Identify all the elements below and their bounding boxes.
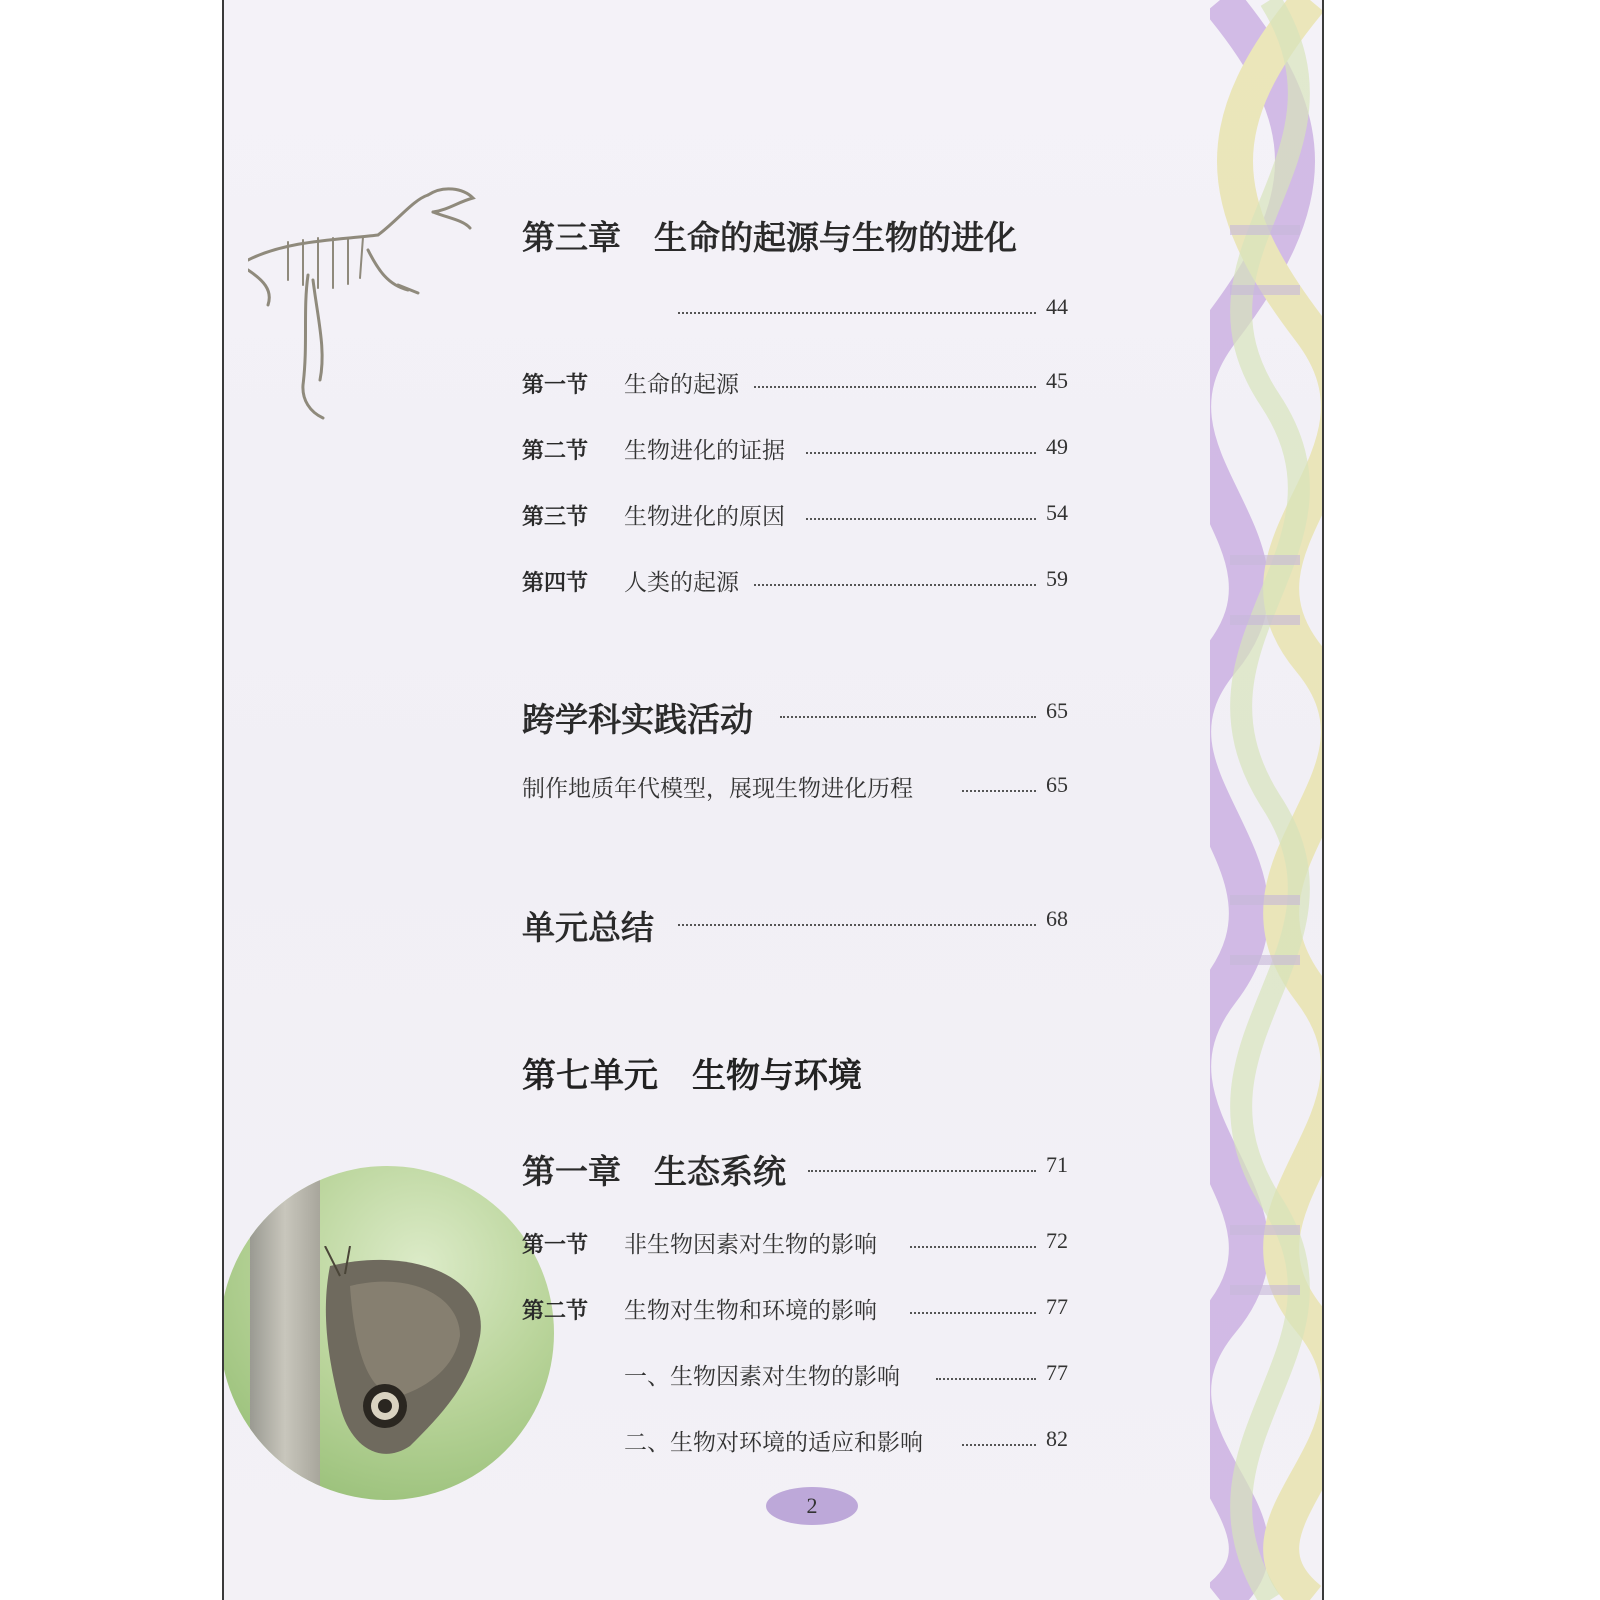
unit-7-title[interactable]: 第七单元 生物与环境 bbox=[522, 1056, 862, 1096]
subsection-page: 77 bbox=[1046, 1360, 1068, 1385]
unit-summary-page: 68 bbox=[1046, 906, 1068, 931]
practice-item-page: 65 bbox=[1046, 772, 1068, 797]
subsection-page: 82 bbox=[1046, 1426, 1068, 1451]
toc-leader bbox=[678, 312, 1036, 314]
toc-leader bbox=[808, 1170, 1036, 1172]
section-page: 49 bbox=[1046, 434, 1068, 459]
section-page: 59 bbox=[1046, 566, 1068, 591]
section-label: 第三节 bbox=[522, 505, 589, 530]
section-label: 第二节 bbox=[522, 439, 589, 464]
section-label: 第一节 bbox=[522, 1233, 589, 1258]
section-label: 第一节 bbox=[522, 373, 589, 398]
toc-leader bbox=[962, 790, 1036, 792]
toc-leader bbox=[806, 452, 1036, 454]
chapter-1-title[interactable]: 第一章 生态系统 bbox=[522, 1152, 786, 1191]
practice-activity-title[interactable]: 跨学科实践活动 bbox=[522, 700, 753, 739]
toc-leader bbox=[754, 386, 1036, 388]
section-title[interactable]: 生命的起源 bbox=[624, 372, 739, 398]
toc-leader bbox=[936, 1378, 1036, 1380]
page-number-badge: 2 bbox=[766, 1487, 858, 1525]
practice-item-title[interactable]: 制作地质年代模型，展现生物进化历程 bbox=[522, 776, 913, 802]
section-page: 54 bbox=[1046, 500, 1068, 525]
toc-leader bbox=[910, 1246, 1036, 1248]
toc-leader bbox=[678, 924, 1036, 926]
section-label: 第二节 bbox=[522, 1299, 589, 1324]
chapter-1-page: 71 bbox=[1046, 1152, 1068, 1177]
section-title[interactable]: 非生物因素对生物的影响 bbox=[624, 1232, 877, 1258]
subsection-title[interactable]: 二、生物对环境的适应和影响 bbox=[624, 1430, 923, 1456]
practice-activity-page: 65 bbox=[1046, 698, 1068, 723]
toc-leader bbox=[754, 584, 1036, 586]
section-page: 45 bbox=[1046, 368, 1068, 393]
section-title[interactable]: 人类的起源 bbox=[624, 570, 739, 596]
section-title[interactable]: 生物进化的原因 bbox=[624, 504, 785, 530]
section-page: 77 bbox=[1046, 1294, 1068, 1319]
chapter-3-title[interactable]: 第三章 生命的起源与生物的进化 bbox=[522, 218, 1017, 257]
section-title[interactable]: 生物进化的证据 bbox=[624, 438, 785, 464]
section-page: 72 bbox=[1046, 1228, 1068, 1253]
section-title[interactable]: 生物对生物和环境的影响 bbox=[624, 1298, 877, 1324]
subsection-title[interactable]: 一、生物因素对生物的影响 bbox=[624, 1364, 900, 1390]
section-label: 第四节 bbox=[522, 571, 589, 596]
chapter-3-page: 44 bbox=[1046, 294, 1068, 319]
unit-summary-title[interactable]: 单元总结 bbox=[522, 908, 654, 947]
toc-leader bbox=[806, 518, 1036, 520]
toc-leader bbox=[910, 1312, 1036, 1314]
toc-leader bbox=[962, 1444, 1036, 1446]
toc-leader bbox=[780, 716, 1036, 718]
